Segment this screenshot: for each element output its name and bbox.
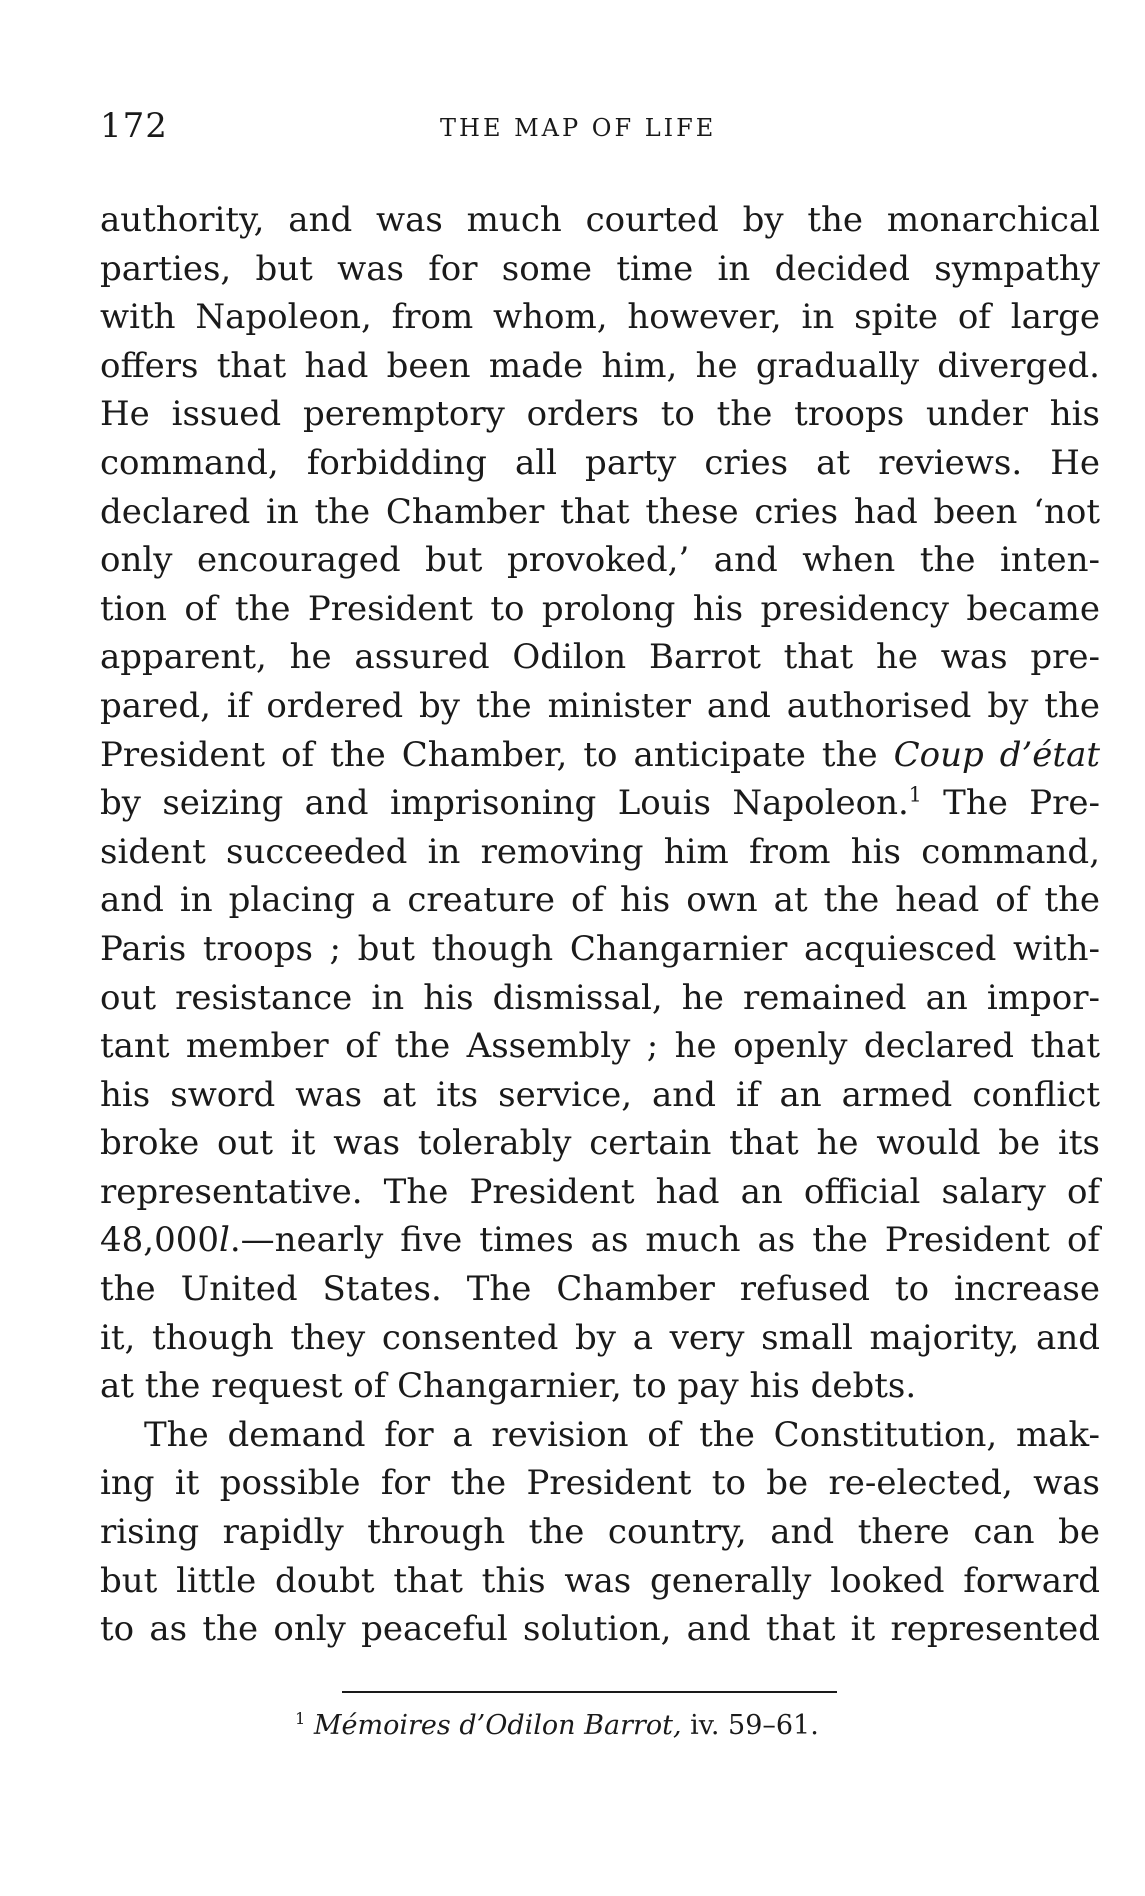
text-line: offers that had been made him, he gradually diverged. [100,345,1100,386]
text-line [100,731,1100,780]
text-line: command, forbidding all party cries at reviews. He [100,442,1100,483]
text-line: with Napoleon, from whom, however, in spite of large [100,297,1100,338]
italic-phrase: l [218,1220,230,1261]
text-line: ing it possible for the President to be re-elected, was [100,1463,1100,1504]
footnote-marker: 1 [295,1709,306,1728]
footnote-reference-text: iv. 59–61. [681,1710,819,1741]
running-title: THE MAP OF LIFE [440,114,717,142]
text-line: declared in the Chamber that these cries had been ‘not [100,491,1100,532]
text-line: sident succeeded in removing him from his command, [100,831,1100,872]
text-line: and in placing a creature of his own at the head of the [100,880,1100,921]
text-span: by seizing and imprisoning Louis Napoleon. [100,783,909,824]
text-line: but little doubt that this was generally looked forward [100,1560,1100,1601]
text-line: to as the only peaceful solution, and that it represented [100,1609,1100,1650]
italic-phrase: Coup d’état [893,734,1101,775]
text-line: pared, if ordered by the minister and authorised by the [100,685,1100,726]
text-line: only encouraged but provoked,’ and when the inten- [100,540,1100,581]
page-number: 172 [100,106,168,146]
text-line: apparent, he assured Odilon Barrot that he was pre- [100,637,1100,678]
text-line: He issued peremptory orders to the troops under his [100,394,1100,435]
text-line: at the request of Changarnier, to pay his debts. [100,1366,917,1407]
text-line: broke out it was tolerably certain that he would be its [100,1123,1100,1164]
footnote-title: Mémoires d’Odilon Barrot, [313,1710,682,1741]
body-text [100,196,1100,1654]
text-line: tion of the President to prolong his presidency became [100,588,1100,629]
text-line: out resistance in his dismissal, he remained an impor- [100,977,1100,1018]
footnote [295,1710,819,1741]
text-line: his sword was at its service, and if an armed conflict [100,1074,1100,1115]
text-span: .—nearly five times as much as the President of [229,1220,1100,1261]
text-line: The demand for a revision of the Constitution, mak- [144,1414,1100,1455]
footnote-reference: 1 [908,782,922,807]
text-line: parties, but was for some time in decided sympathy [100,248,1100,289]
text-line: it, though they consented by a very small majority, and [100,1317,1100,1358]
text-span: 48,000 [100,1220,219,1261]
text-line: representative. The President had an official salary of [100,1171,1100,1212]
text-span: President of the Chamber, to anticipate the [100,734,894,775]
text-line: Paris troops ; but though Changarnier acquiesced with- [100,928,1100,969]
text-line: rising rapidly through the country, and there can be [100,1512,1100,1553]
footnote-divider [342,1691,837,1693]
text-line: tant member of the Assembly ; he openly declared that [100,1026,1100,1067]
text-span: The Pre- [921,783,1100,824]
text-line: authority, and was much courted by the monarchical [100,200,1100,240]
text-line [100,779,1100,828]
text-line: the United States. The Chamber refused to increase [100,1269,1100,1310]
text-line [100,1216,1100,1265]
page-header [100,106,1100,150]
